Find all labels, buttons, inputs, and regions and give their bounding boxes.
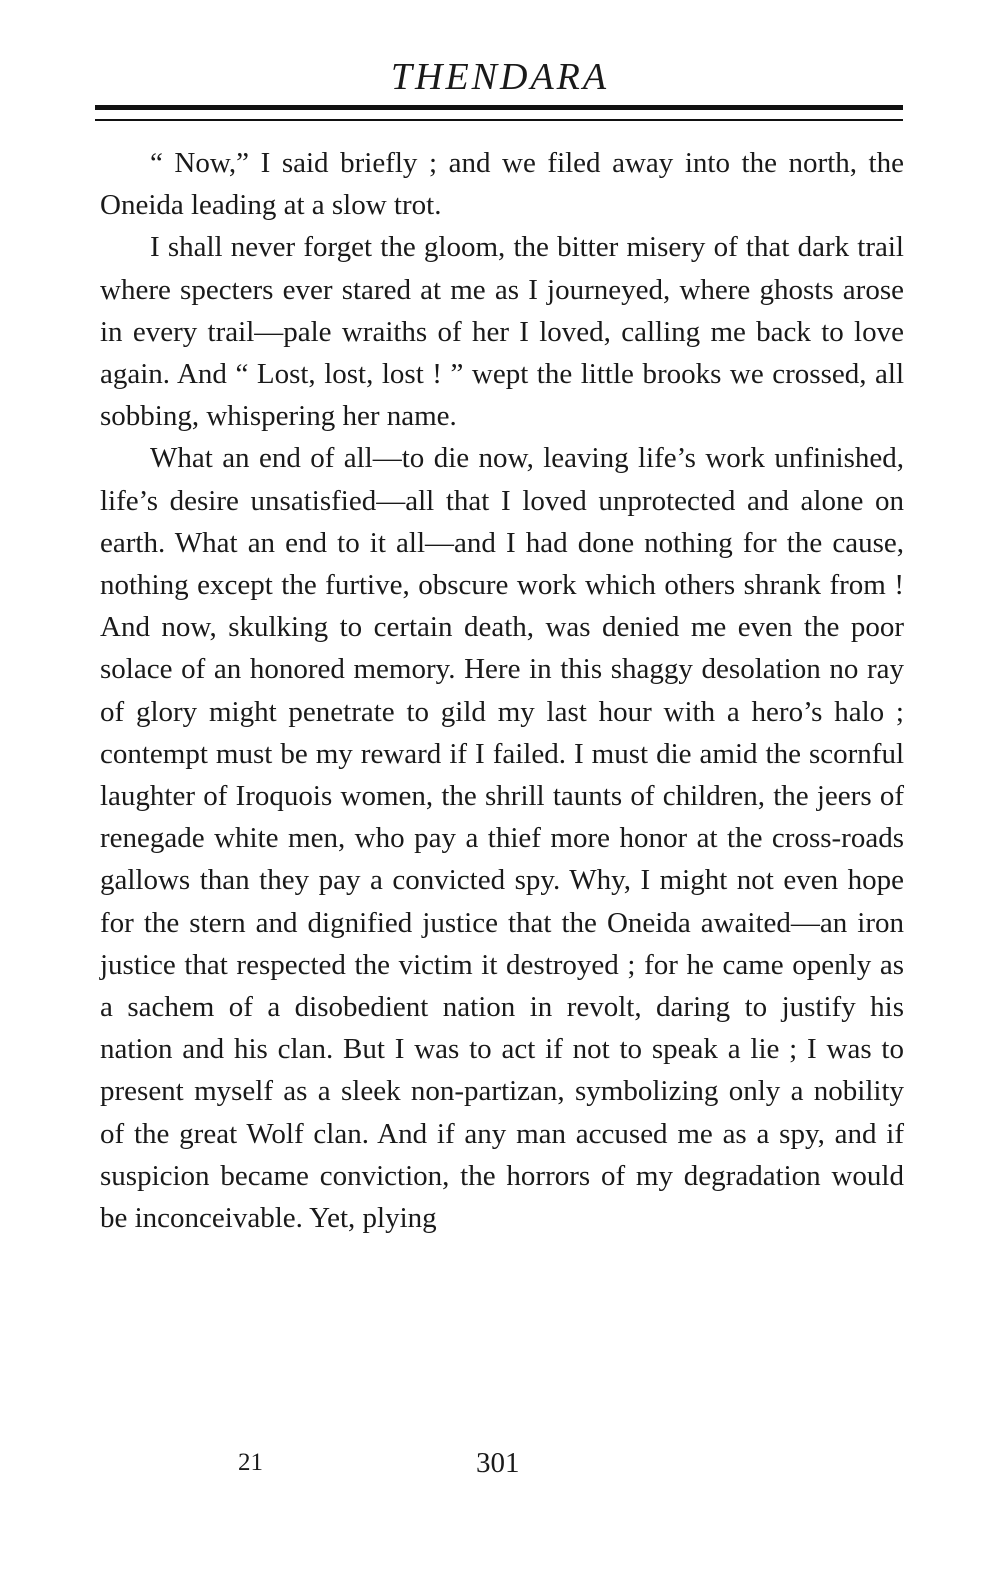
header-rule-thin: [95, 119, 903, 121]
paragraph: What an end of all—to die now, leaving life’s work unfinished, life’s desire unsatisfied—all that I loved unprotected and alone on earth. What an end to it all—and I had done nothing for the cause, nothing except the furtive, obscure work which others shrank from ! And now, skulking to certain death, was denied me even the poor solace of an honored memory. Here in this shaggy desolation no ray of glory might penetrate to gild my last hour with a hero’s halo ; contempt must be my reward if I failed. I must die amid the scornful laughter of Iroquois women, the shrill taunts of children, the jeers of renegade white men, who pay a thief more honor at the cross-roads gallows than they pay a convicted spy. Why, I might not even hope for the stern and dignified justice that the Oneida awaited—an iron justice that respected the victim it destroyed ; for he came openly as a sachem of a disobedient nation in revolt, daring to justify his nation and his clan. But I was to act if not to speak a lie ; I was to present myself as a sleek non-partizan, symbolizing only a nobility of the great Wolf clan. And if any man accused me as a spy, and if suspicion became conviction, the horrors of my degradation would be inconceivable. Yet, plying: [100, 442, 904, 1235]
body-text: [100, 142, 904, 1239]
signature-mark: 21: [238, 1449, 263, 1476]
paragraph: I shall never forget the gloom, the bitter misery of that dark trail where specters ever stared at me as I journeyed, where ghosts arose in every trail—pale wraiths of her I loved, calling me back to love again. And “ Lost, lost, lost ! ” wept the little brooks we crossed, all sobbing, whispering her name.: [100, 231, 904, 433]
header-rule-thick: [95, 105, 903, 110]
page-footer: [0, 1443, 1000, 1483]
page-number: 301: [476, 1447, 520, 1479]
running-header: THENDARA: [390, 56, 610, 98]
paragraph: “ Now,” I said briefly ; and we filed away into the north, the Oneida leading at a slow trot.: [100, 147, 904, 222]
